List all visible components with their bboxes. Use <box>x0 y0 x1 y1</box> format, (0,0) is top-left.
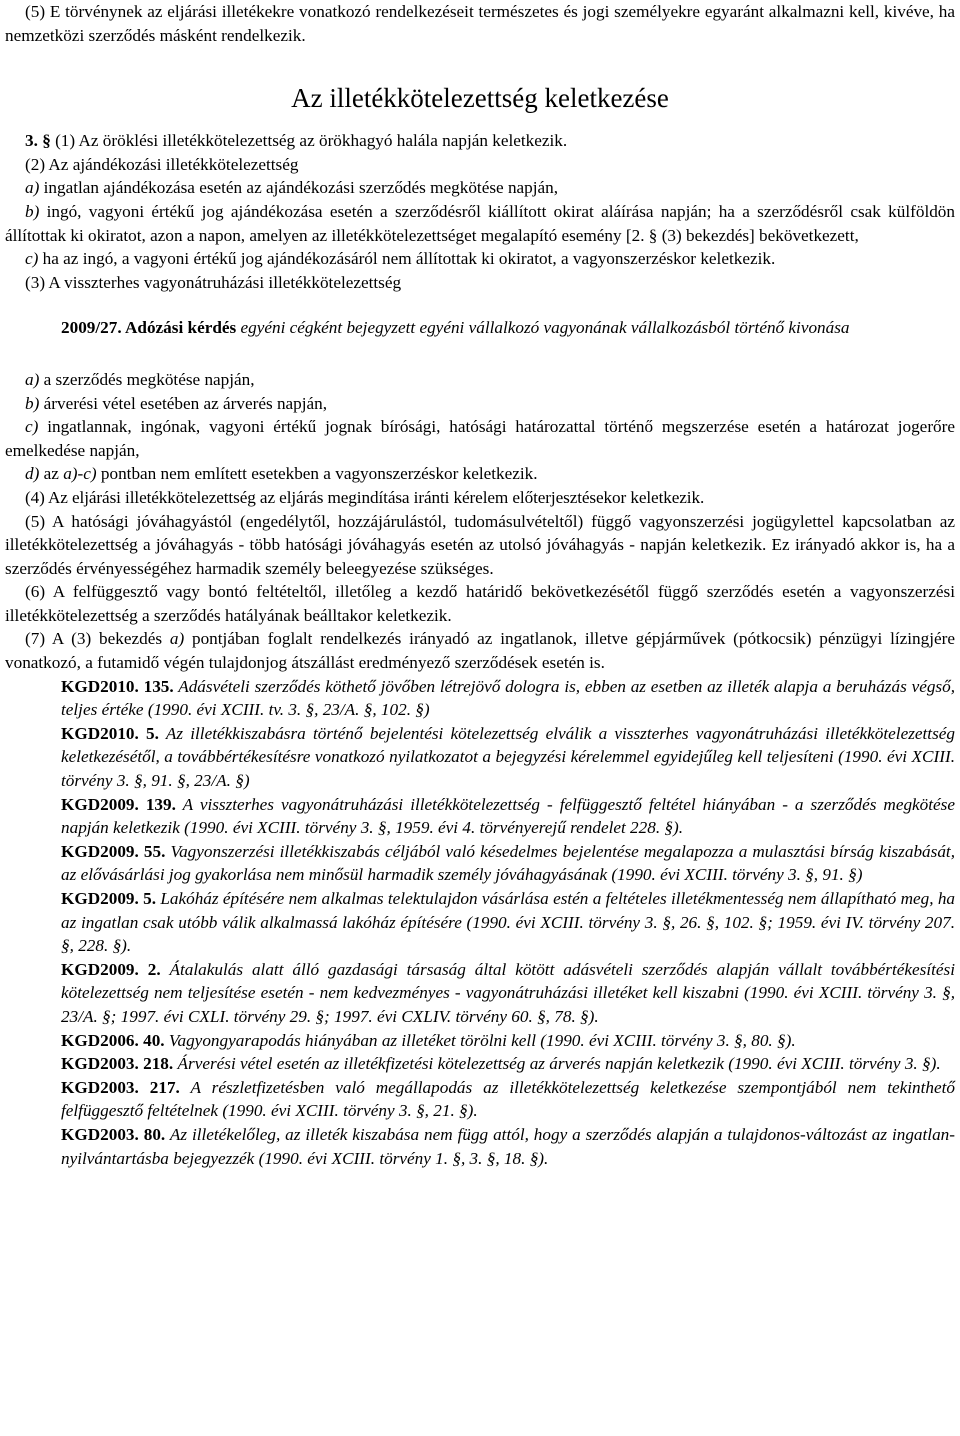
section-3-item-c <box>5 247 955 271</box>
paragraph-7-text: pontjában foglalt rendelkezés irányadó az ingatlanok, illetve gépjárművek (pótkocsik) pénzügyi lízingjére vonatkozó, a futamidő végén tulajdonjog átszállást eredményező szerződések esetén is. <box>5 629 955 673</box>
case-id: KGD2009. 5. <box>61 889 157 908</box>
case-item <box>61 793 955 840</box>
case-text: Az illetékelőleg, az illeték kiszabása nem függ attól, hogy a szerződés alapján a tulajdonos-változást az ingatlan-nyilvántartásba bejegyezzék (1990. évi XCIII. törvény 1. §, 3. §, 18. §). <box>61 1124 955 1168</box>
case-item <box>61 1123 955 1170</box>
adozasi-label: Adózási kérdés <box>121 318 237 338</box>
item-text: ingó, vagyoni értékű jog ajándékozása esetén a szerződésről kiállított okirat aláírása napján; ha a szerződésről csak külföldön állítottak ki okiratot, azon a napon, amelyen az illetékkötelezettséget megalapító esemény [2. § (3) bekezdés] bekövetkezett, <box>5 201 955 245</box>
section-heading: Az illetékkötelezettség keletkezése <box>291 83 669 114</box>
case-id: KGD2003. 80. <box>61 1124 166 1144</box>
section-3-par-3: (3) A visszterhes vagyonátruházási illetékkötelezettség <box>25 272 402 292</box>
item-text: a szerződés megkötése napján, <box>39 369 255 389</box>
case-item <box>61 887 955 958</box>
case-item <box>61 958 955 1029</box>
case-id: KGD2010. 135. <box>61 676 174 696</box>
item-label: b) <box>25 201 40 221</box>
item-text: pontban nem említett esetekben a vagyonszerzéskor keletkezik. <box>96 464 538 484</box>
case-id: KGD2003. 217. <box>61 1077 180 1097</box>
case-item <box>61 1052 955 1076</box>
paragraph-5: (5) A hatósági jóváhagyástól (engedélytől, hozzájárulástól, tudomásulvételtől) függő vagyonszerzési jogügylettel kapcsolatban az illetékkötelezettség a jóváhagyás - több hatósági jóváhagyás esetén az utolsó jóváhagyás - napján keletkezik. Ez irányadó akkor is, ha a szerződés érvényességéhez harmadik személy beleegyezése szükséges. <box>5 511 955 578</box>
paragraph-4: (4) Az eljárási illetékkötelezettség az eljárás megindítása iránti kérelem előterjesztésekor keletkezik. <box>25 487 705 507</box>
adozasi-code: 2009/27. <box>61 318 122 338</box>
item-label: c) <box>25 417 39 437</box>
item-label: a) <box>25 369 40 389</box>
item-label: d) <box>25 464 40 484</box>
paragraph-7 <box>5 627 955 674</box>
list-item-d <box>5 462 955 486</box>
case-text: Vagyongyarapodás hiányában az illetéket törölni kell (1990. évi XCIII. törvény 3. §, 80. §). <box>164 1030 796 1050</box>
case-text: Vagyonszerzési illetékkiszabás céljából való késedelmes bejelentése megalapozza a mulasztási bírság kiszabását, az elővásárlási jog gyakorlása nem minősül harmadik személy jóváhagyásának (1990. évi XCIII. törvény 3. §, 91. §) <box>61 841 955 885</box>
item-text: ingatlan ajándékozása esetén az ajándékozási szerződés megkötése napján, <box>39 178 559 198</box>
paragraph-5-top: (5) E törvénynek az eljárási illetékekre vonatkozó rendelkezéseit természetes és jogi személyekre egyaránt alkalmazni kell, kivéve, ha nemzetközi szerződés másként rendelkezik. <box>5 2 955 45</box>
case-id: KGD2006. 40. <box>61 1030 165 1050</box>
case-law-list <box>61 675 955 1170</box>
case-item <box>61 675 955 722</box>
case-id: KGD2009. 55. <box>61 841 166 861</box>
case-text: Árverési vétel esetén az illetékfizetési kötelezettség az árverés napján keletkezik (1990. évi XCIII. törvény 3. §). <box>173 1054 941 1074</box>
case-id: KGD2009. 2. <box>61 959 161 979</box>
adozasi-text: egyéni cégként bejegyzett egyéni vállalkozó vagyonának vállalkozásból történő kivonása <box>236 318 850 338</box>
case-item <box>61 1029 955 1053</box>
adozasi-kerdes <box>61 316 955 340</box>
list-item-a <box>5 368 955 392</box>
case-text: Lakóház építésére nem alkalmas telektulajdon vásárlása estén a feltételes illetékmentesség nem állapítható meg, ha az ingatlan csak utóbb válik alkalmassá lakóház építésére (1990. évi XCIII. törvény 3. §, 26. §, 102. §; 1959. évi IV. törvény 207. §, 228. §). <box>61 889 956 956</box>
case-text: A részletfizetésben való megállapodás az illetékkötelezettség keletkezése szempontjából nem tekinthető felfüggesztő feltételnek (1990. évi XCIII. törvény 3. §, 21. §). <box>61 1077 956 1121</box>
section-3-item-b <box>5 200 955 247</box>
section-3-par-1-text: (1) Az öröklési illetékkötelezettség az örökhagyó halála napján keletkezik. <box>50 131 568 151</box>
paragraph-7-text: (7) A (3) bekezdés <box>25 629 170 649</box>
case-text: A visszterhes vagyonátruházási illetékkötelezettség - felfüggesztő feltétel hiányában - a szerződés megkötése napján keletkezik (1990. évi XCIII. törvény 3. §, 1959. évi 4. törvényerejű rendelet 228. §). <box>61 794 956 838</box>
case-item <box>61 722 955 793</box>
case-text: Adásvételi szerződés köthető jövőben létrejövő dologra is, ebben az esetben az illeték alapja a beruházás végső, teljes értéke (1990. évi XCIII. tv. 3. §, 23/A. §, 102. §) <box>61 676 955 720</box>
case-item <box>61 840 955 887</box>
paragraph-7-ref: a) <box>169 629 185 649</box>
item-text: ingatlannak, ingónak, vagyoni értékű jognak bírósági, hatósági határozattal történő megszerzése esetén a határozat jogerőre emelkedése napján, <box>5 417 955 460</box>
list-item-c <box>5 415 955 462</box>
case-id: KGD2003. 218. <box>61 1054 174 1074</box>
list-item-b <box>5 392 955 416</box>
case-text: Átalakulás alatt álló gazdasági társaság által kötött adásvételi szerződés alapján vállalt továbbértékesítési kötelezettség nem teljesítése esetén - nem kedvezményes - vagyonátruházási illetéket kell kiszabni (1990. évi XCIII. törvény 3. §, 23/A. §; 1997. évi CXLI. törvény 29. §; 1997. évi CXLIV. törvény 60. §, 78. §). <box>61 959 955 1026</box>
item-text: az <box>39 464 64 484</box>
case-item <box>61 1076 955 1123</box>
case-text: Az illetékkiszabásra történő bejelentési kötelezettség elválik a visszterhes vagyonátruházási illetékkötelezettség keletkezésétől, a továbbértékesítésre vonatkozó nyilatkozatot a bejegyzési kérelemmel egyidejűleg kell teljesíteni (1990. évi XCIII. törvény 3. §, 91. §, 23/A. §) <box>61 723 955 791</box>
section-3-par-1 <box>5 129 955 153</box>
item-text: ha az ingó, a vagyoni értékű jog ajándékozásáról nem állítottak ki okiratot, a vagyonszerzéskor keletkezik. <box>38 249 776 269</box>
section-3-item-a <box>5 176 955 200</box>
item-text: árverési vétel esetében az árverés napján, <box>39 393 328 413</box>
case-id: KGD2009. 139. <box>61 794 176 814</box>
item-ref: a)-c) <box>63 464 97 484</box>
item-label: a) <box>25 178 40 198</box>
item-label: c) <box>25 249 39 269</box>
section-3-par-2: (2) Az ajándékozási illetékkötelezettség <box>25 154 299 174</box>
case-id: KGD2010. 5. <box>61 723 159 743</box>
section-number: 3. § <box>25 131 51 151</box>
paragraph-6: (6) A felfüggesztő vagy bontó feltételtől, illetőleg a kezdő határidő bekövetkezésétől függő szerződés esetén a vagyonszerzési illetékkötelezettség a szerződés hatályának beálltakor keletkezik. <box>5 582 955 625</box>
item-label: b) <box>25 393 40 413</box>
